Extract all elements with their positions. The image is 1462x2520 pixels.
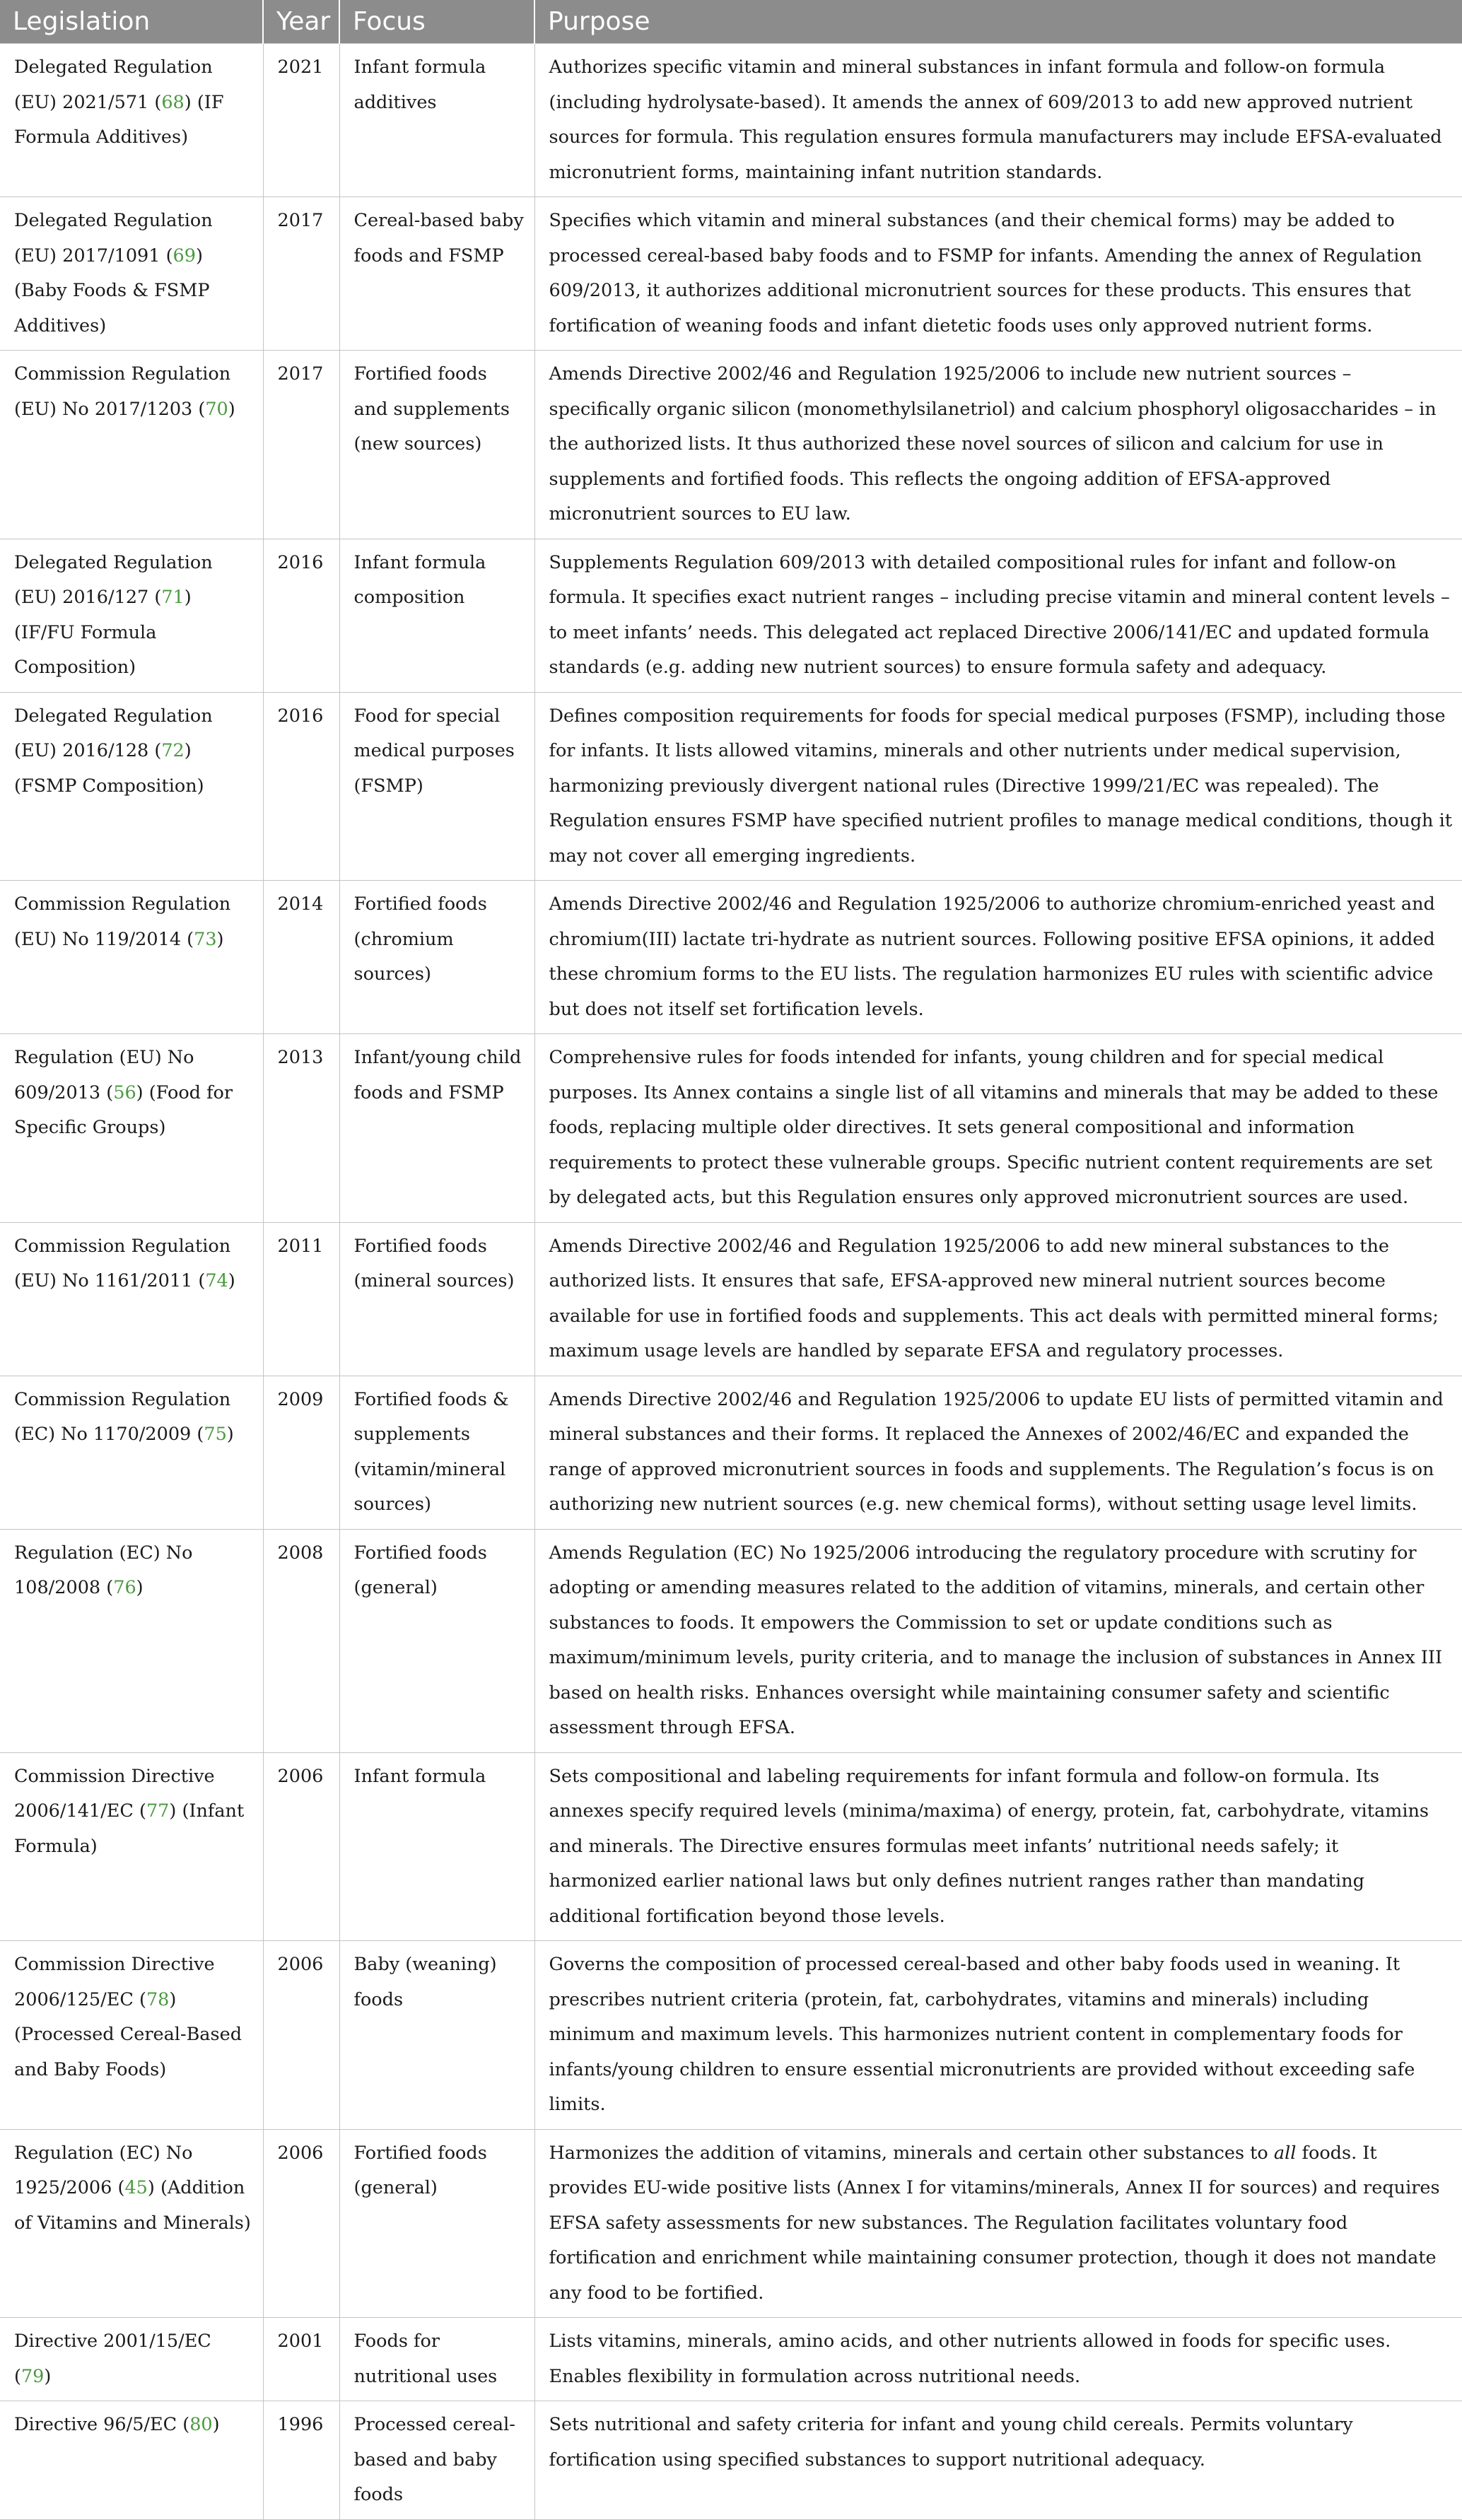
- year-cell: 2016: [263, 692, 339, 881]
- year-cell: 2017: [263, 351, 339, 539]
- table-row: [0, 1529, 1462, 1752]
- reference-link[interactable]: 71: [161, 587, 185, 608]
- year-cell: 2021: [263, 44, 339, 197]
- purpose-cell: Governs the composition of processed cereal-based and other baby foods used in weaning. It prescribes nutrient criteria (protein, fat, carbohydrates, vitamins and minerals) including minimum and maximum levels. This harmonizes nutrient content in complementary foods for infants/young children to ensure essential micronutrients are provided without exceeding safe limits.: [534, 1941, 1462, 2130]
- reference-link[interactable]: 70: [205, 398, 228, 420]
- reference-link[interactable]: 74: [205, 1270, 228, 1291]
- purpose-cell: Supplements Regulation 609/2013 with detailed compositional rules for infant and follow-on formula. It specifies exact nutrient ranges – including precise vitamin and mineral content levels – to meet infants’ needs. This delegated act replaced Directive 2006/141/EC and updated formula standards (e.g. adding new nutrient sources) to ensure formula safety and adequacy.: [534, 539, 1462, 692]
- table-row: [0, 44, 1462, 197]
- reference-link[interactable]: 79: [21, 2365, 45, 2387]
- year-cell: 2014: [263, 881, 339, 1034]
- header-focus: Focus: [339, 0, 534, 44]
- focus-cell: Food for special medical purposes (FSMP): [339, 692, 534, 881]
- reference-link[interactable]: 68: [161, 91, 185, 113]
- table-row: [0, 2401, 1462, 2520]
- focus-cell: Infant formula additives: [339, 44, 534, 197]
- header-year: Year: [263, 0, 339, 44]
- reference-link[interactable]: 77: [146, 1800, 170, 1822]
- focus-cell: Fortified foods and supplements (new sources): [339, 351, 534, 539]
- purpose-cell: Specifies which vitamin and mineral substances (and their chemical forms) may be added to processed cereal-based baby foods and to FSMP for infants. Amending the annex of Regulation 609/2013, it authorizes additional micronutrient sources for these products. This ensures that fortification of weaning foods and infant dietetic foods uses only approved nutrient forms.: [534, 197, 1462, 351]
- purpose-cell: Harmonizes the addition of vitamins, minerals and certain other substances to all foods. It provides EU-wide positive lists (Annex I for vitamins/minerals, Annex II for sources) and requires EFSA safety assessments for new substances. The Regulation facilitates voluntary food fortification and enrichment while maintaining consumer protection, though it does not mandate any food to be fortified.: [534, 2129, 1462, 2318]
- legislation-cell: Regulation (EU) No 609/2013 (56) (Food for Specific Groups): [0, 1034, 263, 1223]
- legislation-cell: Regulation (EC) No 1925/2006 (45) (Addition of Vitamins and Minerals): [0, 2129, 263, 2318]
- table-header: [0, 0, 1462, 44]
- year-cell: 2017: [263, 197, 339, 351]
- purpose-cell: Amends Directive 2002/46 and Regulation 1925/2006 to authorize chromium-enriched yeast and chromium(III) lactate tri-hydrate as nutrient sources. Following positive EFSA opinions, it added these chromium forms to the EU lists. The regulation harmonizes EU rules with scientific advice but does not itself set fortification levels.: [534, 881, 1462, 1034]
- focus-cell: Fortified foods (general): [339, 2129, 534, 2318]
- focus-cell: Processed cereal-based and baby foods: [339, 2401, 534, 2520]
- purpose-cell: Amends Regulation (EC) No 1925/2006 introducing the regulatory procedure with scrutiny for adopting or amending measures related to the addition of vitamins, minerals, and certain other substances to foods. It empowers the Commission to set or update conditions such as maximum/minimum levels, purity criteria, and to manage the inclusion of substances in Annex III based on health risks. Enhances oversight while maintaining consumer safety and scientific assessment through EFSA.: [534, 1529, 1462, 1752]
- table-row: [0, 692, 1462, 881]
- legislation-cell: Delegated Regulation (EU) 2016/127 (71) (IF/FU Formula Composition): [0, 539, 263, 692]
- focus-cell: Fortified foods (chromium sources): [339, 881, 534, 1034]
- reference-link[interactable]: 76: [113, 1577, 136, 1598]
- focus-cell: Infant formula composition: [339, 539, 534, 692]
- header-purpose: Purpose: [534, 0, 1462, 44]
- purpose-cell: Amends Directive 2002/46 and Regulation 1925/2006 to update EU lists of permitted vitamin and mineral substances and their forms. It replaced the Annexes of 2002/46/EC and expanded the range of approved micronutrient sources in foods and supplements. The Regulation’s focus is on authorizing new nutrient sources (e.g. new chemical forms), without setting usage level limits.: [534, 1376, 1462, 1529]
- table-row: [0, 1222, 1462, 1376]
- legislation-cell: Commission Regulation (EU) No 1161/2011 (74): [0, 1222, 263, 1376]
- year-cell: 2006: [263, 1941, 339, 2130]
- year-cell: 2008: [263, 1529, 339, 1752]
- purpose-cell: Amends Directive 2002/46 and Regulation 1925/2006 to add new mineral substances to the authorized lists. It ensures that safe, EFSA-approved new mineral nutrient sources become available for use in fortified foods and supplements. This act deals with permitted mineral forms; maximum usage levels are handled by separate EFSA and regulatory processes.: [534, 1222, 1462, 1376]
- reference-link[interactable]: 69: [172, 245, 196, 266]
- reference-link[interactable]: 56: [113, 1082, 136, 1103]
- legislation-cell: Commission Regulation (EU) No 2017/1203 (70): [0, 351, 263, 539]
- year-cell: 2011: [263, 1222, 339, 1376]
- focus-cell: Infant/young child foods and FSMP: [339, 1034, 534, 1223]
- focus-cell: Fortified foods (mineral sources): [339, 1222, 534, 1376]
- table-row: [0, 1034, 1462, 1223]
- purpose-cell: Sets nutritional and safety criteria for infant and young child cereals. Permits voluntary fortification using specified substances to support nutritional adequacy.: [534, 2401, 1462, 2520]
- reference-link[interactable]: 72: [161, 740, 185, 761]
- year-cell: 2001: [263, 2318, 339, 2401]
- legislation-cell: Commission Directive 2006/125/EC (78) (Processed Cereal-Based and Baby Foods): [0, 1941, 263, 2130]
- table-row: [0, 197, 1462, 351]
- legislation-cell: Directive 2001/15/EC (79): [0, 2318, 263, 2401]
- purpose-cell: Amends Directive 2002/46 and Regulation 1925/2006 to include new nutrient sources – specifically organic silicon (monomethylsilanetriol) and calcium phosphoryl oligosaccharides – in the authorized lists. It thus authorized these novel sources of silicon and calcium for use in supplements and fortified foods. This reflects the ongoing addition of EFSA-approved micronutrient sources to EU law.: [534, 351, 1462, 539]
- legislation-cell: Directive 96/5/EC (80): [0, 2401, 263, 2520]
- reference-link[interactable]: 75: [204, 1424, 227, 1445]
- focus-cell: Cereal-based baby foods and FSMP: [339, 197, 534, 351]
- legislation-cell: Delegated Regulation (EU) 2016/128 (72) (FSMP Composition): [0, 692, 263, 881]
- table-row: [0, 2129, 1462, 2318]
- reference-link[interactable]: 45: [124, 2177, 148, 2198]
- year-cell: 2006: [263, 1752, 339, 1941]
- table-row: [0, 1376, 1462, 1529]
- focus-cell: Fortified foods (general): [339, 1529, 534, 1752]
- year-cell: 2009: [263, 1376, 339, 1529]
- legislation-cell: Regulation (EC) No 108/2008 (76): [0, 1529, 263, 1752]
- purpose-cell: Defines composition requirements for foods for special medical purposes (FSMP), including those for infants. It lists allowed vitamins, minerals and other nutrients under medical supervision, harmonizing previously divergent national rules (Directive 1999/21/EC was repealed). The Regulation ensures FSMP have specified nutrient profiles to manage medical conditions, though it may not cover all emerging ingredients.: [534, 692, 1462, 881]
- legislation-cell: Commission Regulation (EC) No 1170/2009 (75): [0, 1376, 263, 1529]
- focus-cell: Baby (weaning) foods: [339, 1941, 534, 2130]
- legislation-cell: Commission Regulation (EU) No 119/2014 (73): [0, 881, 263, 1034]
- legislation-cell: Delegated Regulation (EU) 2017/1091 (69) (Baby Foods & FSMP Additives): [0, 197, 263, 351]
- table-row: [0, 1941, 1462, 2130]
- focus-cell: Foods for nutritional uses: [339, 2318, 534, 2401]
- purpose-cell: Sets compositional and labeling requirements for infant formula and follow-on formula. Its annexes specify required levels (minima/maxima) of energy, protein, fat, carbohydrate, vitamins and minerals. The Directive ensures formulas meet infants’ nutritional needs safely; it harmonized earlier national laws but only defines nutrient ranges rather than mandating additional fortification beyond those levels.: [534, 1752, 1462, 1941]
- reference-link[interactable]: 80: [189, 2414, 213, 2435]
- purpose-cell: Comprehensive rules for foods intended for infants, young children and for special medical purposes. Its Annex contains a single list of all vitamins and minerals that may be added to these foods, replacing multiple older directives. It sets general compositional and information requirements to protect these vulnerable groups. Specific nutrient content requirements are set by delegated acts, but this Regulation ensures only approved micronutrient sources are used.: [534, 1034, 1462, 1223]
- table-row: [0, 351, 1462, 539]
- focus-cell: Infant formula: [339, 1752, 534, 1941]
- legislation-cell: Commission Directive 2006/141/EC (77) (Infant Formula): [0, 1752, 263, 1941]
- table-row: [0, 539, 1462, 692]
- year-cell: 2016: [263, 539, 339, 692]
- year-cell: 2006: [263, 2129, 339, 2318]
- year-cell: 1996: [263, 2401, 339, 2520]
- reference-link[interactable]: 78: [146, 1988, 170, 2010]
- purpose-cell: Lists vitamins, minerals, amino acids, and other nutrients allowed in foods for specific uses. Enables flexibility in formulation across nutritional needs.: [534, 2318, 1462, 2401]
- table-row: [0, 881, 1462, 1034]
- header-legislation: Legislation: [0, 0, 263, 44]
- legislation-cell: Delegated Regulation (EU) 2021/571 (68) (IF Formula Additives): [0, 44, 263, 197]
- focus-cell: Fortified foods & supplements (vitamin/mineral sources): [339, 1376, 534, 1529]
- reference-link[interactable]: 73: [194, 928, 217, 950]
- table-row: [0, 2318, 1462, 2401]
- table-row: [0, 1752, 1462, 1941]
- purpose-cell: Authorizes specific vitamin and mineral substances in infant formula and follow-on formula (including hydrolysate-based). It amends the annex of 609/2013 to add new approved nutrient sources for formula. This regulation ensures formula manufacturers may include EFSA-evaluated micronutrient forms, maintaining infant nutrition standards.: [534, 44, 1462, 197]
- header-row: [0, 0, 1462, 44]
- year-cell: 2013: [263, 1034, 339, 1223]
